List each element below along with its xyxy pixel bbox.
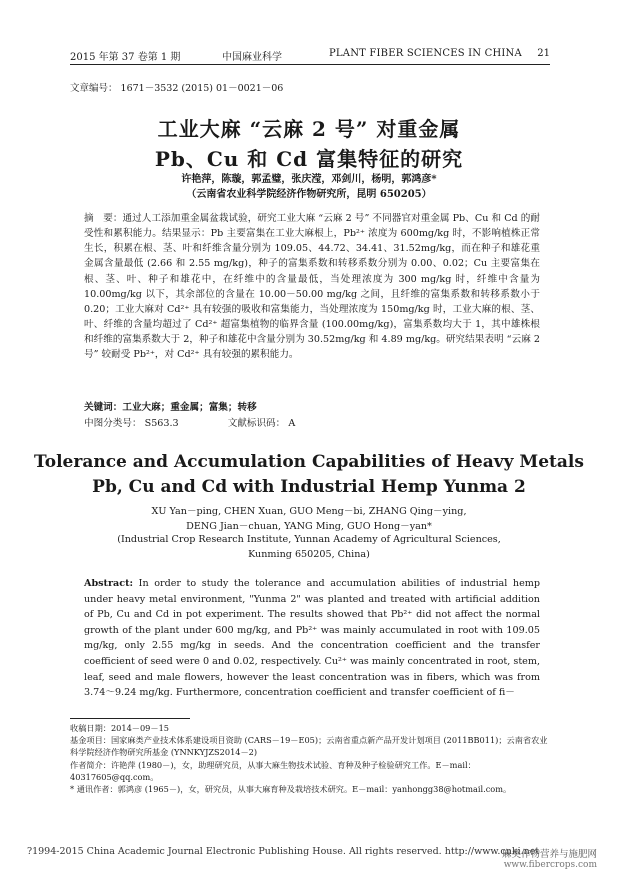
title-cn-line-1: 工业大麻 “云麻 2 号” 对重金属 [157, 117, 461, 141]
abstract-en [84, 576, 540, 701]
title-en-line-2: Pb, Cu and Cd with Industrial Hemp Yunma 2 [92, 477, 526, 497]
affiliation-cn: （云南省农业科学院经济作物研究所，昆明 650205） [186, 189, 432, 200]
header-rule [70, 64, 550, 65]
footnote-rule [70, 718, 190, 719]
affiliation-en-line-2: Kunming 650205, China) [248, 549, 370, 560]
fund-info: 基金项目：国家麻类产业技术体系建设项目资助 (CARS－19－E05)；云南省重点新产品开发计划项目 (2011BB011)；云南省农业科学院经济作物研究所基金 (YNNKYJZS2014－2) [70, 735, 548, 758]
running-header [70, 48, 550, 62]
site-watermark: 麻类作物营养与施肥网 [501, 849, 597, 860]
authors-cn: 许艳萍，陈璇，郭孟璧，张庆滢，邓剑川，杨明，郭鸿彦* [181, 174, 437, 185]
doc-code-value: A [288, 418, 296, 429]
authors-en-line-1: XU Yan－ping, CHEN Xuan, GUO Meng－bi, ZHANG Qing－ying, [151, 506, 467, 517]
keywords-cn: 关键词：工业大麻；重金属；富集；转移 [84, 402, 257, 413]
abstract-en-label: Abstract: [84, 578, 134, 589]
journal-name-en: PLANT FIBER SCIENCES IN CHINA [329, 48, 522, 59]
site-watermark-url: www.fibercrops.com [503, 860, 597, 870]
issue-info: 2015 年第 37 卷第 1 期 [70, 52, 181, 63]
corresponding-author: * 通讯作者：郭鸿彦 (1965－)，女，研究员，从事大麻育种及栽培技术研究。E－mail：yanhongg38@hotmail.com。 [70, 784, 512, 795]
clc-label: 中图分类号： [84, 418, 142, 429]
title-cn-line-2: Pb、Cu 和 Cd 富集特征的研究 [154, 147, 464, 171]
abstract-cn: 摘 要：通过人工添加重金属盆栽试验，研究工业大麻 “云麻 2 号” 不同器官对重金属 Pb、Cu 和 Cd 的耐受性和累积能力。结果显示：Pb 主要富集在工业大麻根上，Pb²⁺ 浓度为 600mg/kg 时，不影响植株正常生长，积累在根、茎、叶和纤维含量分别为 109.05、44.72、34.41、31.52mg/kg，而在种子和雄花重金属含量最低 (2.66 和 2.55 mg/kg)，种子的富集系数和转移系数分别为 0.00、0.02；Cu 主要富集在根、茎、叶、种子和雄花中，在纤维中的含量最低，当处理浓度为 300 mg/kg 时，纤维中含量为 10.00mg/kg 以下，其余部位的含量在 10.00－50.00 mg/kg 之间，且纤维的富集系数和转移系数小于 0.20；工业大麻对 Cd²⁺ 具有较强的吸收和富集能力，当处理浓度为 150mg/kg 时，工业大麻的根、茎、叶、纤维的含量均超过了 Cd²⁺ 超富集植物的临界含量 (100.00mg/kg)，富集系数均大于 1，其中雄株根和纤维的富集系数大于 2，种子和雄花中含量分别为 30.52mg/kg 和 4.89 mg/kg。研究结果表明 “云麻 2 号” 较耐受 Pb²⁺，对 Cd²⁺ 具有较强的累积能力。 [84, 213, 540, 361]
author-info: 作者简介：许艳萍 (1980－)，女，助理研究员，从事大麻生物技术试验、育种及种子检验研究工作。E－mail：40317605@qq.com。 [70, 759, 476, 782]
journal-name-cn: 中国麻业科学 [222, 52, 282, 63]
doc-code-label: 文献标识码： [227, 418, 286, 429]
copyright-notice: ?1994-2015 China Academic Journal Electronic Publishing House. All rights reserved. http://www.cnki.net [27, 846, 540, 857]
article-number: 文章编号： 1671－3532 (2015) 01－0021－06 [70, 83, 284, 94]
title-en-line-1: Tolerance and Accumulation Capabilities of Heavy Metals [34, 452, 584, 472]
page-number: 21 [537, 48, 550, 59]
clc-value: S563.3 [144, 418, 179, 429]
abstract-en-text: In order to study the tolerance and accumulation abilities of industrial hemp under heavy metal environment, "Yunma 2" was planted and treated with artificial addition of Pb, Cu and Cd in pot experiment. The results showed that Pb²⁺ did not affect the normal growth of the plant under 600 mg/kg, and Pb²⁺ was mainly accumulated in root with 109.05 mg/kg, only 2.55 mg/kg in seeds. And the concentration coefficient and the transfer coefficient of seed were 0 and 0.02, respectively. Cu²⁺ was mainly concentrated in root, stem, leaf, seed and male flowers, however the least concentration was in fibers, which was from 3.74～9.24 mg/kg. Furthermore, concentration coefficient and transfer coefficient of fi－ [84, 578, 540, 699]
received-date: 收稿日期：2014－09－15 [70, 723, 169, 733]
authors-en-line-2: DENG Jian－chuan, YANG Ming, GUO Hong－yan* [186, 521, 432, 532]
classification-line [84, 415, 540, 429]
affiliation-en-line-1: (Industrial Crop Research Institute, Yunnan Academy of Agricultural Sciences, [117, 534, 501, 545]
footnotes [70, 722, 550, 795]
